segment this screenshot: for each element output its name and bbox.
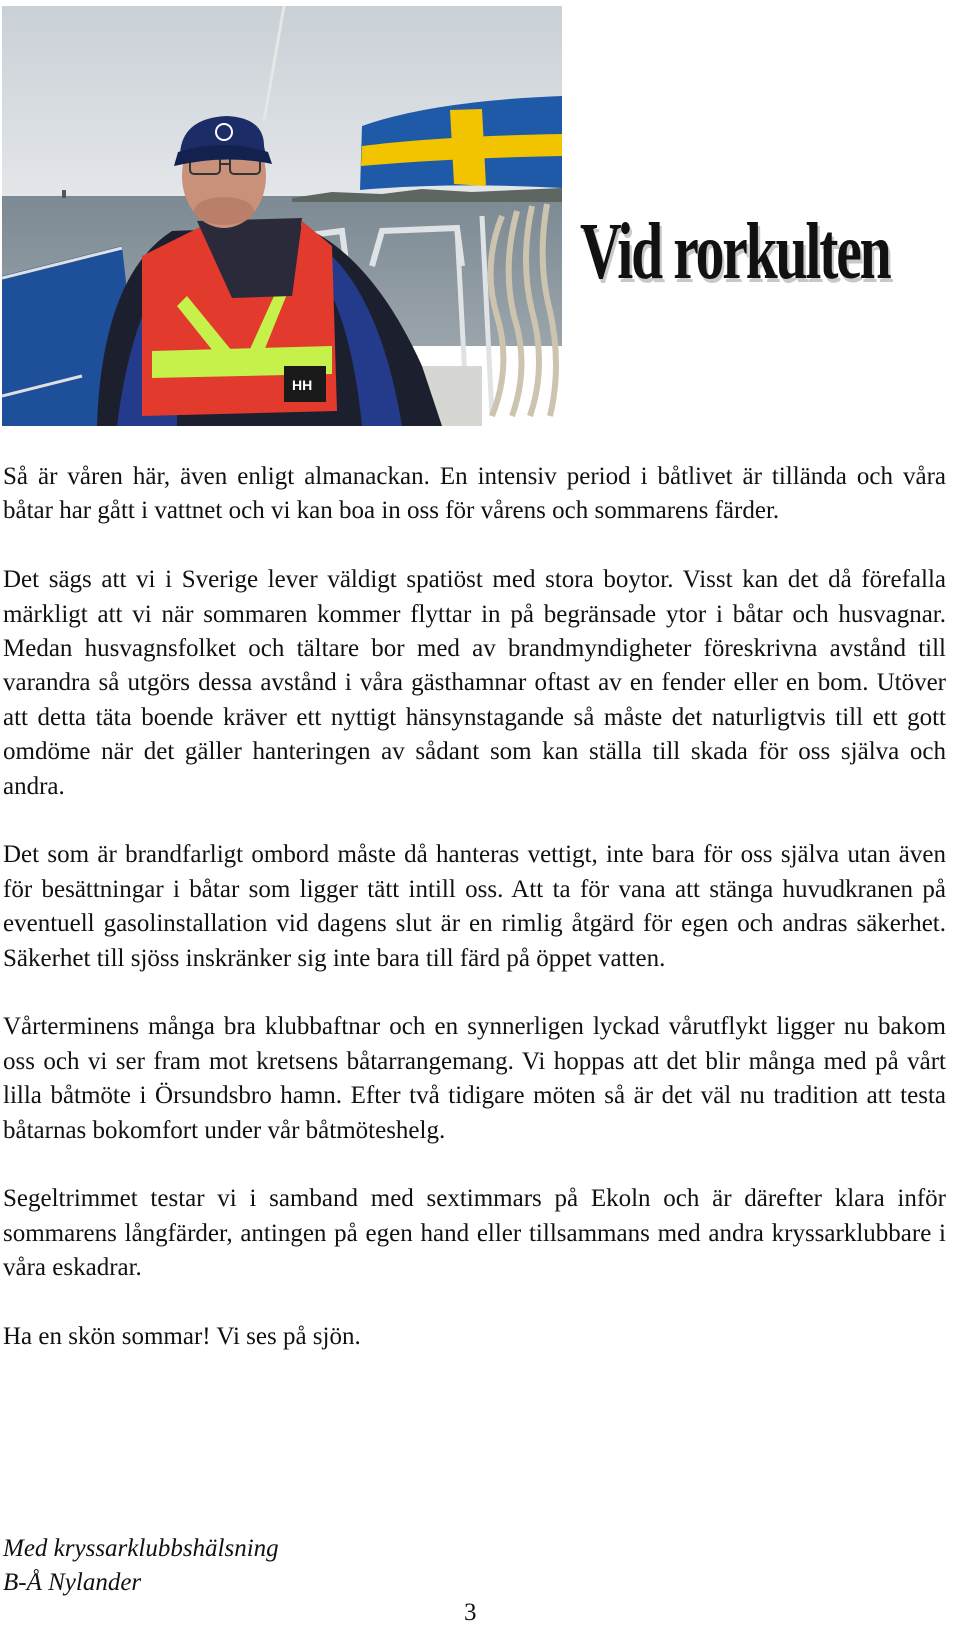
signature [3, 1532, 279, 1601]
page-number: 3 [464, 1599, 477, 1626]
paragraph: Segeltrimmet testar vi i samband med sextimmars på Ekoln och är därefter klara inför sommarens långfärder, antingen på egen hand eller tillsammans med andra kryssarklubbare i våra eskadrar. [3, 1185, 946, 1282]
signature-greeting: Med kryssarklubbshälsning [3, 1535, 279, 1562]
paragraph: Vårterminens många bra klubbaftnar och en synnerligen lyckad vårutflykt ligger nu bakom oss och vi ser fram mot kretsens båtarrangemang. Vi hoppas att det blir många med på vårt lilla båtmöte i Örsundsbro hamn. Efter två tidigare möten så är det väl nu tradition att testa båtarnas bokomfort under vår båtmöteshelg. [3, 1013, 946, 1144]
paragraph: Det sägs att vi i Sverige lever väldigt spatiöst med stora boytor. Visst kan det då förefalla märkligt att vi när sommaren kommer flyttar in på begränsade ytor i båtar och husvagnar. Medan husvagnsfolket och tältare bor med av brandmyndigheter föreskrivna avstånd till varandra så utgörs dessa avstånd i våra gästhamnar oftast av en fender eller en bom. Utöver att detta täta boende kräver ett nyttigt hänsynstagande så måste det naturligtvis till ett gott omdöme när det gäller hanteringen av sådant som kan ställa till skada för oss själva och andra. [3, 566, 946, 800]
paragraph: Det som är brandfarligt ombord måste då hanteras vettigt, inte bara för oss själva utan även för besättningar i båtar som ligger tätt intill oss. Att ta för vana att stänga huvudkranen på eventuell gasolinstallation vid dagens slut är en rimlig åtgärd för egen och andras säkerhet. Säkerhet till sjöss inskränker sig inte bara till färd på öppet vatten. [3, 841, 946, 972]
paragraph: Så är våren här, även enligt almanackan. En intensiv period i båtlivet är tillända och våra båtar har gått i vattnet och vi kan boa in oss för vårens och sommarens färder. [3, 463, 946, 525]
paragraph: Ha en skön sommar! Vi ses på sjön. [3, 1323, 361, 1351]
signature-name: B-Å Nylander [3, 1569, 142, 1597]
page-title: Vid rorkulten [580, 208, 890, 296]
article-body [3, 460, 946, 1389]
photo-skipper-at-helm [2, 6, 562, 426]
svg-text:HH: HH [292, 377, 313, 393]
